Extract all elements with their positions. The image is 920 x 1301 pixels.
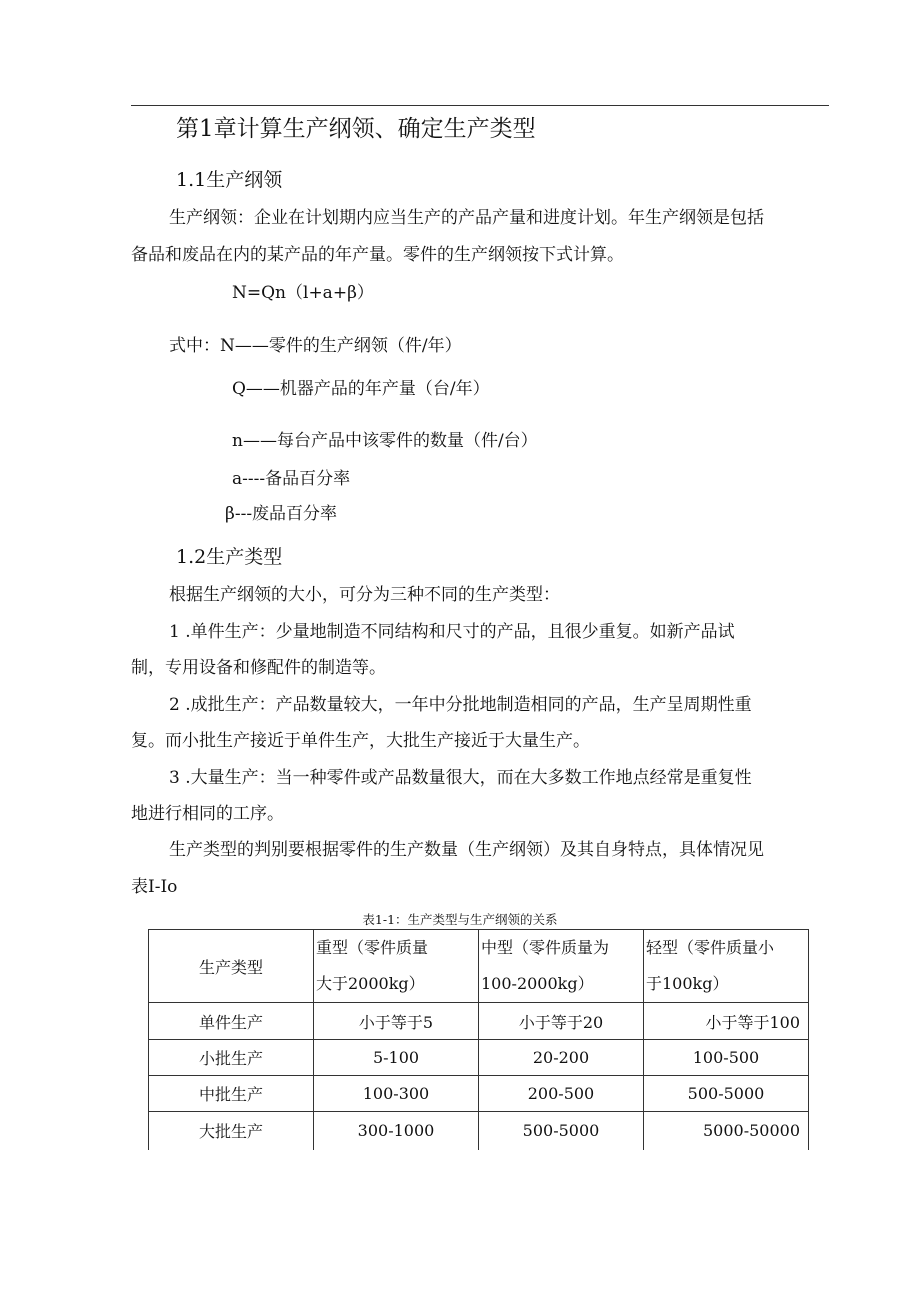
item-1-line: 制，专用设备和修配件的制造等。 bbox=[131, 658, 386, 678]
table-cell: 500-5000 bbox=[644, 1076, 809, 1112]
definition-beta: β---废品百分率 bbox=[225, 504, 338, 524]
table-cell: 300-1000 bbox=[314, 1112, 479, 1150]
para-line: 生产纲领：企业在计划期内应当生产的产品产量和进度计划。年生产纲领是包括 bbox=[169, 208, 764, 228]
chapter-title: 第1章计算生产纲领、确定生产类型 bbox=[176, 116, 536, 142]
header-text: 重型（零件质量 bbox=[316, 938, 429, 957]
header-text: 轻型（零件质量小 bbox=[646, 938, 775, 957]
item-1-line: 1 .单件生产：少量地制造不同结构和尺寸的产品，且很少重复。如新产品试 bbox=[169, 622, 735, 642]
para-line: 备品和废品在内的某产品的年产量。零件的生产纲领按下式计算。 bbox=[131, 245, 624, 265]
table-cell: 100-300 bbox=[314, 1076, 479, 1112]
table-cell: 小于等于100 bbox=[644, 1003, 809, 1040]
definition-n: n——每台产品中该零件的数量（件/台） bbox=[232, 431, 538, 451]
item-3-line: 地进行相同的工序。 bbox=[131, 804, 284, 824]
table-cell: 5000-50000 bbox=[644, 1112, 809, 1150]
header-text: 中型（零件质量为 bbox=[481, 938, 610, 957]
definition-q: Q——机器产品的年产量（台/年） bbox=[232, 379, 490, 399]
item-2-line: 复。而小批生产接近于单件生产，大批生产接近于大量生产。 bbox=[131, 731, 590, 751]
section-heading-1-1: 1.1生产纲领 bbox=[176, 169, 283, 191]
table-cell: 小批生产 bbox=[149, 1040, 314, 1076]
table-cell: 20-200 bbox=[479, 1040, 644, 1076]
table-cell: 200-500 bbox=[479, 1076, 644, 1112]
table-cell: 小于等于20 bbox=[479, 1003, 644, 1040]
item-2-line: 2 .成批生产：产品数量较大，一年中分批地制造相同的产品，生产呈周期性重 bbox=[169, 695, 752, 715]
where-line: 式中：N——零件的生产纲领（件/年） bbox=[169, 336, 462, 356]
header-text: 大于2000kg） bbox=[316, 974, 425, 993]
table-cell: 中批生产 bbox=[149, 1076, 314, 1112]
table-cell: 100-500 bbox=[644, 1040, 809, 1076]
header-cell-production-type: 生产类型 bbox=[149, 930, 314, 1003]
definition-a: a----备品百分率 bbox=[232, 469, 351, 489]
item-3-line: 3 .大量生产：当一种零件或产品数量很大，而在大多数工作地点经常是重复性 bbox=[169, 768, 752, 788]
table-row bbox=[149, 1076, 809, 1112]
header-cell-heavy bbox=[314, 930, 479, 1003]
formula: N=Qn（l+a+β） bbox=[232, 283, 374, 303]
table-cell: 500-5000 bbox=[479, 1112, 644, 1150]
table-row bbox=[149, 1003, 809, 1040]
header-cell-light bbox=[644, 930, 809, 1003]
table-cell: 大批生产 bbox=[149, 1112, 314, 1150]
summary-line: 生产类型的判别要根据零件的生产数量（生产纲领）及其自身特点，具体情况见 bbox=[169, 840, 764, 860]
header-cell-medium bbox=[479, 930, 644, 1003]
table-cell: 5-100 bbox=[314, 1040, 479, 1076]
table-row bbox=[149, 1040, 809, 1076]
intro-line: 根据生产纲领的大小，可分为三种不同的生产类型： bbox=[169, 585, 560, 605]
table-header-row bbox=[149, 930, 809, 1003]
header-text: 100-2000kg） bbox=[481, 974, 594, 993]
table-cell: 单件生产 bbox=[149, 1003, 314, 1040]
table-caption: 表1-1：生产类型与生产纲领的关系 bbox=[362, 912, 558, 927]
table-cell: 小于等于5 bbox=[314, 1003, 479, 1040]
table-row bbox=[149, 1112, 809, 1150]
production-type-table bbox=[148, 929, 809, 1150]
section-heading-1-2: 1.2生产类型 bbox=[176, 546, 283, 568]
header-rule bbox=[131, 105, 829, 106]
summary-line: 表I-Io bbox=[131, 877, 178, 897]
header-text: 于100kg） bbox=[646, 974, 729, 993]
